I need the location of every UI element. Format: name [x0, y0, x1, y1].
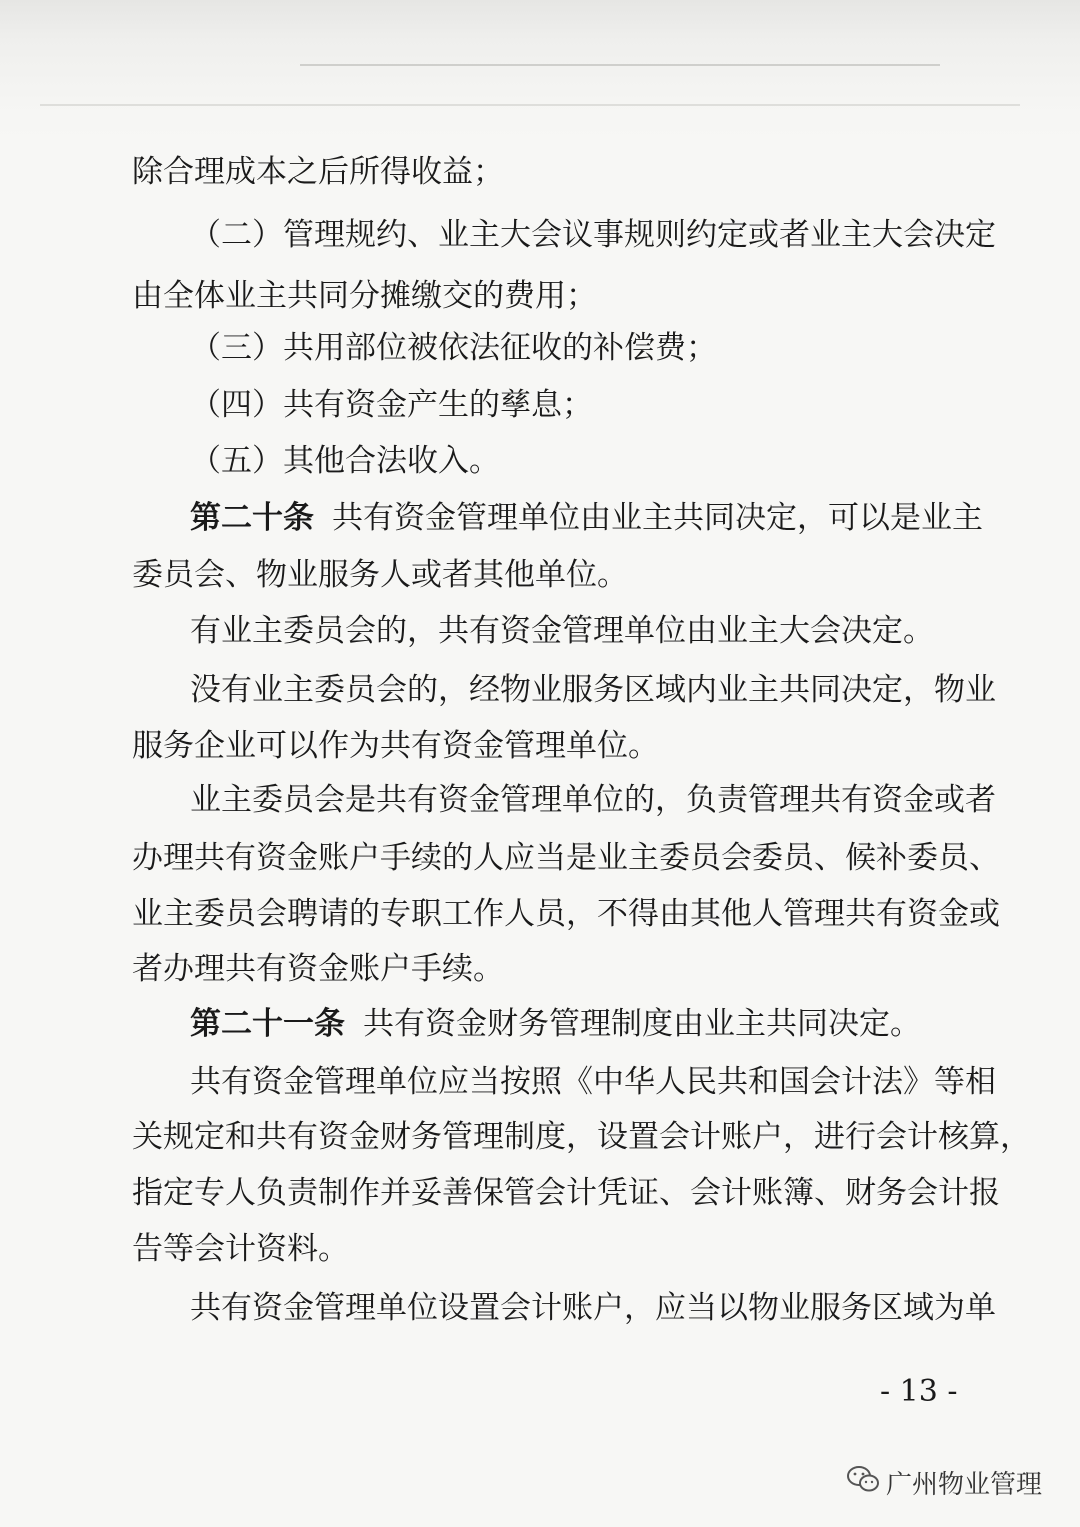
text-line: 委员会、物业服务人或者其他单位。 [132, 557, 628, 593]
text-line: 共有资金管理单位应当按照《中华人民共和国会计法》等相 [190, 1064, 996, 1100]
article-heading: 第二十一条 [190, 1006, 345, 1042]
text-line: 指定专人负责制作并妥善保管会计凭证、会计账簿、财务会计报 [132, 1175, 1000, 1211]
text-line: （四）共有资金产生的孳息； [190, 387, 593, 423]
wechat-icon [846, 1465, 880, 1500]
text-line: 业主委员会聘请的专职工作人员，不得由其他人管理共有资金或 [132, 896, 1000, 932]
article-20-first-line [190, 488, 983, 548]
text-line: 共有资金管理单位设置会计账户，应当以物业服务区域为单 [190, 1290, 996, 1326]
text-line: （五）其他合法收入。 [190, 443, 500, 479]
text-line: （二）管理规约、业主大会议事规则约定或者业主大会决定 [190, 217, 996, 253]
text-line: 共有资金财务管理制度由业主共同决定。 [363, 1006, 921, 1042]
page-number: - 13 - [880, 1374, 958, 1409]
text-line: 没有业主委员会的，经物业服务区域内业主共同决定，物业 [190, 672, 996, 708]
text-line: 关规定和共有资金财务管理制度，设置会计账户，进行会计核算， [132, 1119, 1031, 1155]
scan-shadow [0, 0, 1080, 140]
text-line: （三）共用部位被依法征收的补偿费； [190, 330, 717, 366]
text-line: 告等会计资料。 [132, 1231, 349, 1267]
watermark [846, 1462, 1042, 1502]
text-line: 服务企业可以作为共有资金管理单位。 [132, 728, 659, 764]
scan-artifact [40, 104, 1020, 106]
text-line: 办理共有资金账户手续的人应当是业主委员会委员、候补委员、 [132, 840, 1000, 876]
text-line: 有业主委员会的，共有资金管理单位由业主大会决定。 [190, 613, 934, 649]
article-heading: 第二十条 [190, 500, 314, 536]
text-line: 除合理成本之后所得收益； [132, 154, 504, 190]
scan-artifact [300, 64, 940, 66]
text-line: 由全体业主共同分摊缴交的费用； [132, 278, 597, 314]
article-21-first-line [190, 994, 948, 1054]
text-line: 业主委员会是共有资金管理单位的，负责管理共有资金或者 [190, 782, 996, 818]
watermark-text: 广州物业管理 [886, 1469, 1043, 1500]
text-line: 共有资金管理单位由业主共同决定，可以是业主 [332, 500, 983, 536]
text-line: 者办理共有资金账户手续。 [132, 951, 504, 987]
